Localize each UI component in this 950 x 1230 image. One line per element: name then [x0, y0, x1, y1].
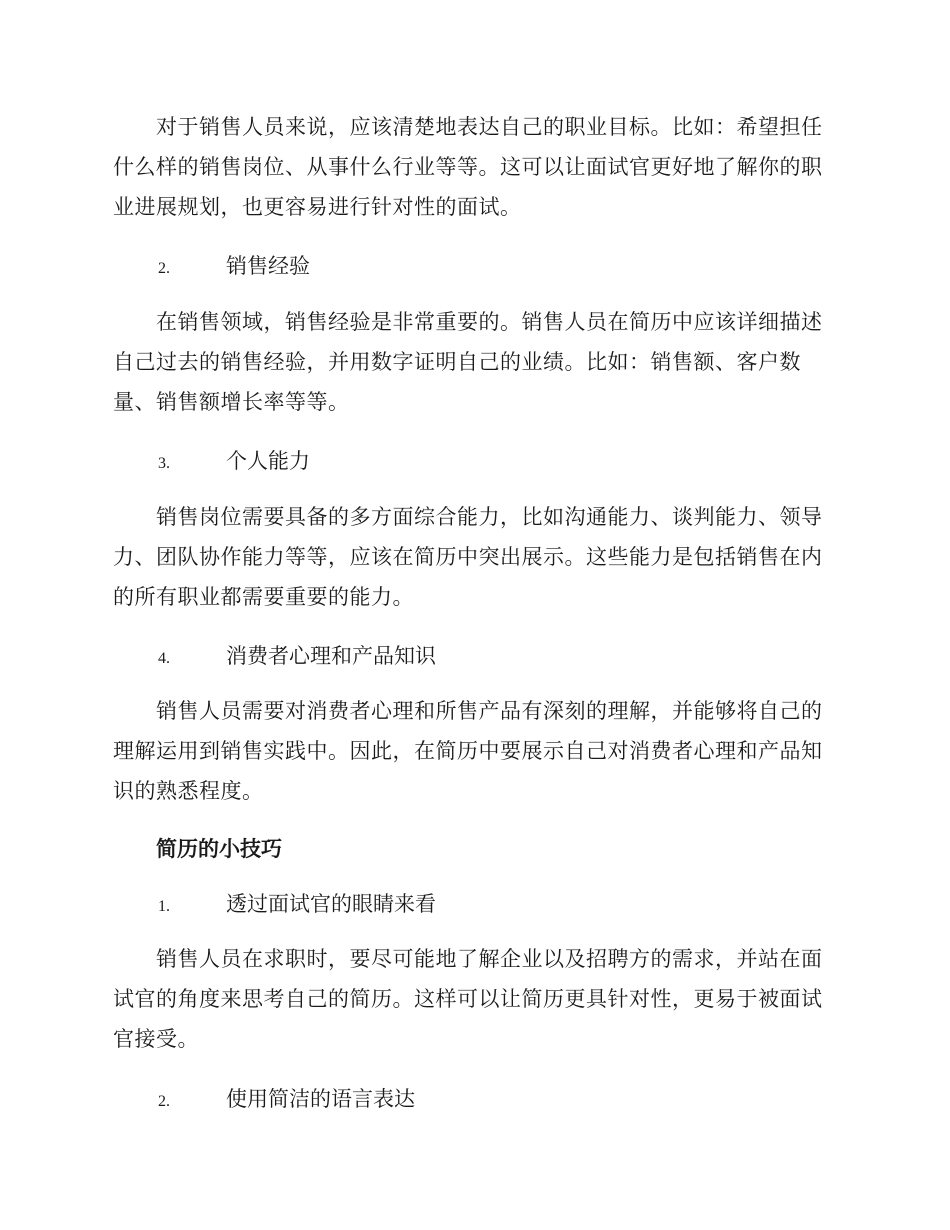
- list-number: 2.: [158, 1093, 170, 1110]
- list-number: 4.: [158, 650, 170, 667]
- list-number: 1.: [158, 898, 170, 915]
- paragraph-interviewer-eyes: 销售人员在求职时，要尽可能地了解企业以及招聘方的需求，并站在面试官的角度来思考自己的简历。这样可以让简历更具针对性，更易于被面试官接受。: [113, 947, 823, 1051]
- paragraph-career-goal: 对于销售人员来说，应该清楚地表达自己的职业目标。比如：希望担任什么样的销售岗位、从事什么行业等等。这可以让面试官更好地了解你的职业进展规划，也更容易进行针对性的面试。: [113, 115, 823, 219]
- list-item-concise-language: [158, 1079, 415, 1119]
- list-item-label: 个人能力: [226, 449, 310, 473]
- list-number: 3.: [158, 455, 170, 472]
- list-item-label: 使用简洁的语言表达: [226, 1087, 415, 1111]
- list-item-label: 消费者心理和产品知识: [226, 644, 436, 668]
- list-number: 2.: [158, 260, 170, 277]
- list-item-interviewer-eyes: [158, 884, 436, 924]
- list-item-sales-experience: [158, 246, 310, 286]
- paragraph-consumer-psychology: 销售人员需要对消费者心理和所售产品有深刻的理解，并能够将自己的理解运用到销售实践中。因此，在简历中要展示自己对消费者心理和产品知识的熟悉程度。: [113, 699, 823, 803]
- list-item-label: 销售经验: [226, 254, 310, 278]
- paragraph-sales-experience: 在销售领域，销售经验是非常重要的。销售人员在简历中应该详细描述自己过去的销售经验，并用数字证明自己的业绩。比如：销售额、客户数量、销售额增长率等等。: [113, 310, 823, 414]
- list-item-label: 透过面试官的眼睛来看: [226, 892, 436, 916]
- list-item-consumer-psychology: [158, 636, 436, 676]
- list-item-personal-ability: [158, 441, 310, 481]
- section-heading: 简历的小技巧: [156, 836, 282, 861]
- paragraph-personal-ability: 销售岗位需要具备的多方面综合能力，比如沟通能力、谈判能力、领导力、团队协作能力等等，应该在简历中突出展示。这些能力是包括销售在内的所有职业都需要重要的能力。: [113, 505, 823, 609]
